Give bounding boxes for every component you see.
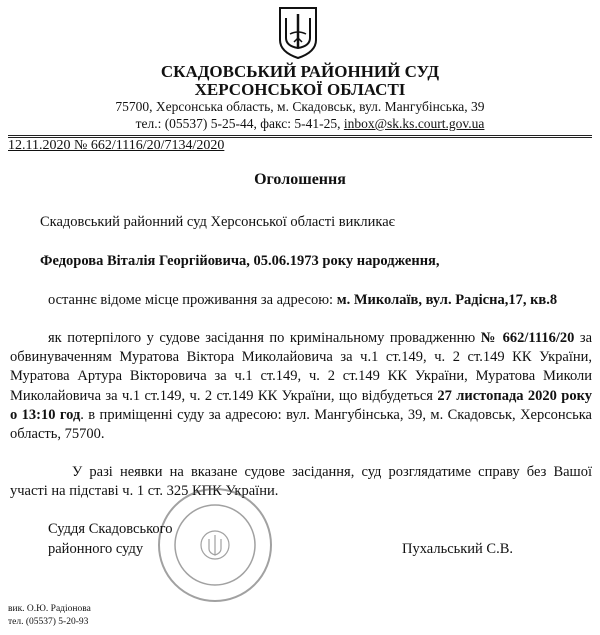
header-divider-top xyxy=(8,135,592,136)
email-link[interactable]: inbox@sk.ks.court.gov.ua xyxy=(343,116,485,131)
hearing-datetime: 27 листопада 2020 року о 13:10 год xyxy=(10,387,592,423)
warning-paragraph: У разі неявки на вказане судове засідання, суд розглядатиме справу без Вашої участі на підставі ч. 1 ст. 325 КПК України. xyxy=(10,464,592,500)
summons-text-1: як потерпілого у судове засідання по кримінальному провадженню xyxy=(48,330,481,346)
residence-address: м. Миколаїв, вул. Радісна,17, кв.8 xyxy=(336,292,558,308)
residence-label: останнє відоме місце проживання за адресою: xyxy=(48,292,337,308)
court-seal-icon xyxy=(155,485,275,605)
summons-text-3: . в приміщенні суду за адресою: вул. Мангубінська, 39, м. Скадовськ, Херсонська область, 75700. xyxy=(10,406,592,443)
summons-paragraph xyxy=(10,329,592,444)
summoned-person: Федорова Віталія Георгійовича, 05.06.1973 року народження, xyxy=(40,253,440,269)
judge-title-line1: Суддя Скадовського xyxy=(48,521,173,537)
residence-paragraph xyxy=(10,291,592,310)
registration-number: 12.11.2020 № 662/1116/20/7134/2020 xyxy=(8,138,225,153)
court-address: 75700, Херсонська область, м. Скадовськ, вул. Мангубінська, 39 xyxy=(115,99,485,114)
executor-name: вик. О.Ю. Радіонова xyxy=(8,604,91,614)
judge-title-line2: районного суду xyxy=(48,541,144,557)
intro-paragraph: Скадовський районний суд Херсонської області викликає xyxy=(40,214,395,230)
document-title: Оголошення xyxy=(254,171,346,188)
summons-text-2: за обвинуваченням Муратова Віктора Миколайовича за ч.1 ст.149, ч. 2 ст.149 КК України, Муратова Артура Вікторовича за ч.1 ст.149, ч. 2 ст.149 КК України, Муратова Миколи Миколайовича за ч.1 ст.149, ч. 2 ст.149 КК України, що відбудеться xyxy=(10,330,593,404)
case-number: № 662/1116/20 xyxy=(480,330,575,346)
court-name-line2: ХЕРСОНСЬКОЇ ОБЛАСТІ xyxy=(194,80,406,99)
trident-emblem-icon xyxy=(276,4,320,60)
judge-name: Пухальський С.В. xyxy=(402,541,514,557)
court-contacts xyxy=(90,116,530,132)
court-name-line1: СКАДОВСЬКИЙ РАЙОННИЙ СУД xyxy=(160,62,440,81)
executor-phone: тел. (05537) 5-20-93 xyxy=(8,617,89,627)
contacts-phone-fax: тел.: (05537) 5-25-44, факс: 5-41-25, xyxy=(135,116,344,131)
